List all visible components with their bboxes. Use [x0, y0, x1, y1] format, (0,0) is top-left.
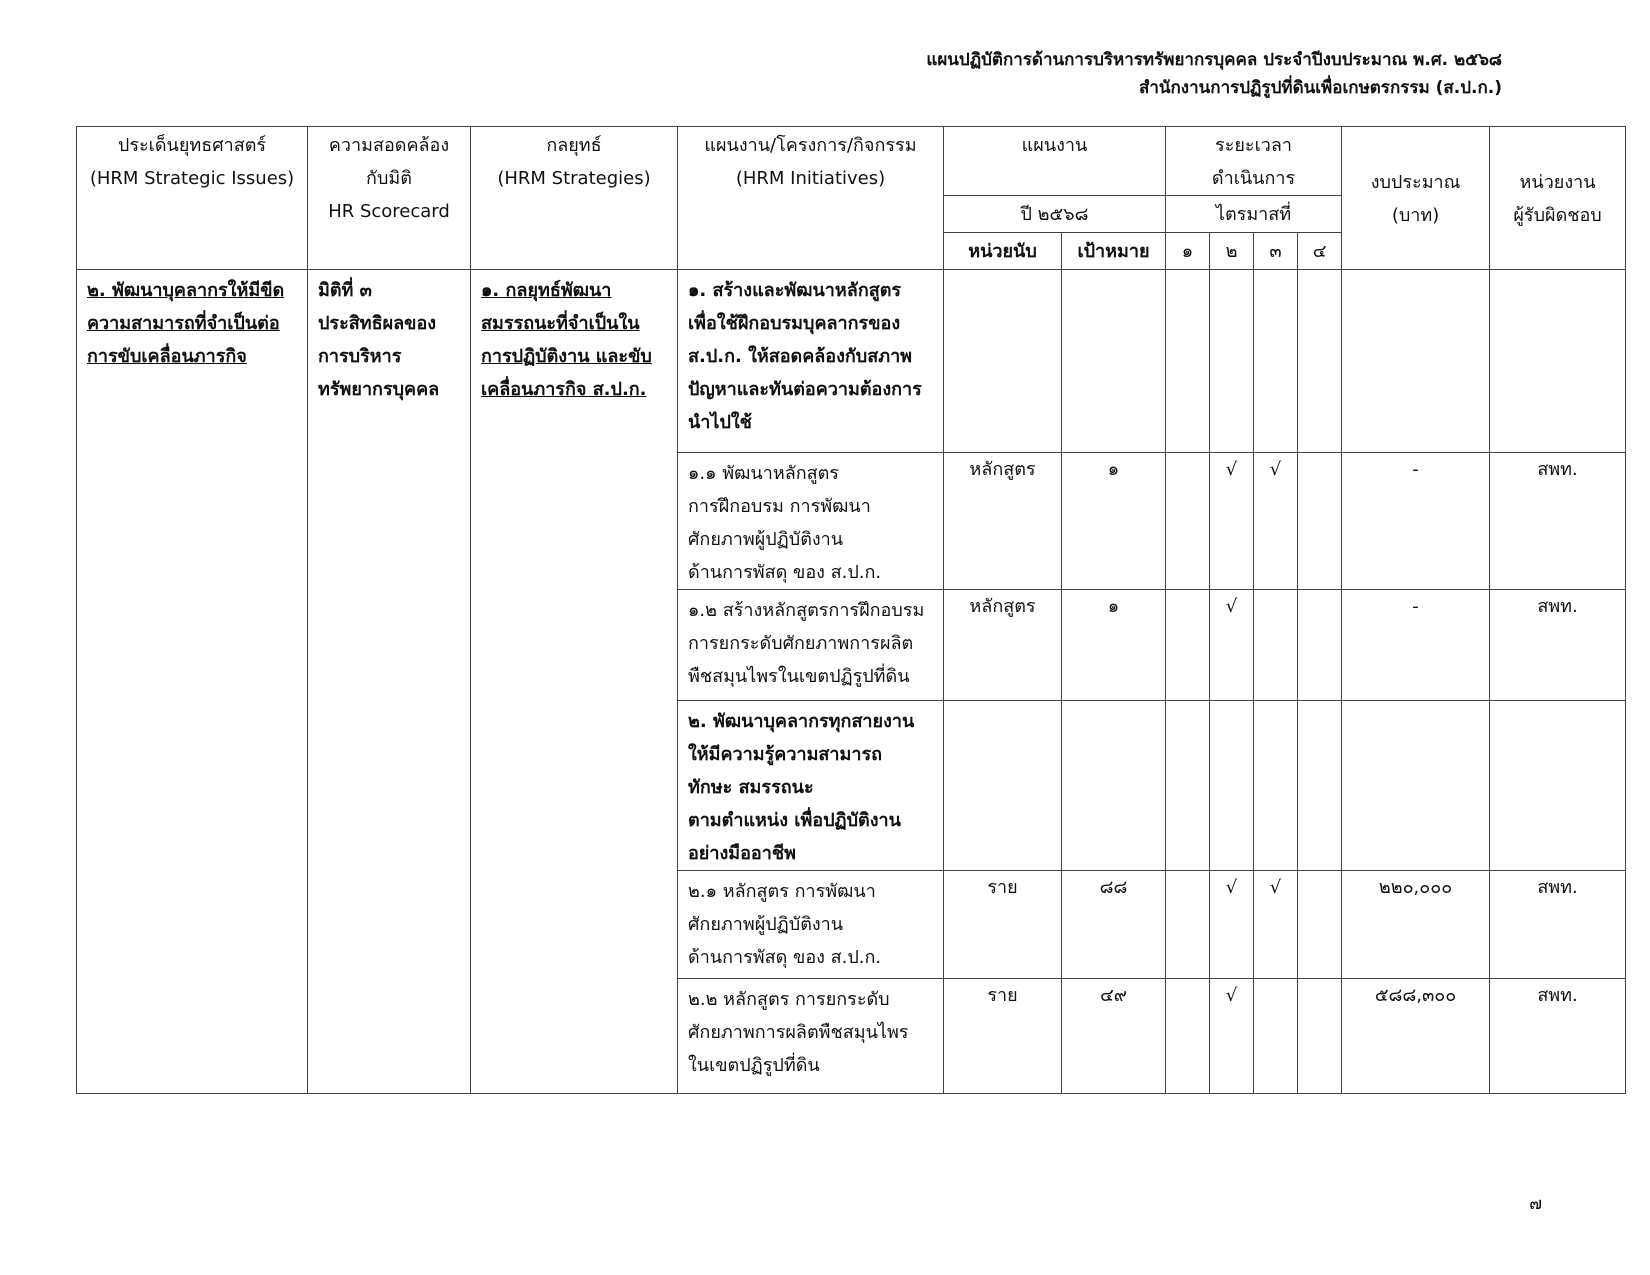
col-header-issues: ประเด็นยุทธศาสตร์ (HRM Strategic Issues): [77, 127, 308, 270]
initiative-cell: ๒. พัฒนาบุคลากรทุกสายงาน ให้มีความรู้ความสามารถ ทักษะ สมรรถนะ ตามตำแหน่ง เพื่อปฏิบัติงาน อย่างมืออาชีพ: [678, 701, 944, 871]
q2-cell: √: [1210, 453, 1254, 590]
col-header-q4: ๔: [1298, 233, 1342, 270]
q4-cell: [1298, 590, 1342, 701]
owner-cell: สพท.: [1490, 590, 1626, 701]
q1-cell: [1166, 270, 1210, 453]
unit-cell: หลักสูตร: [944, 590, 1062, 701]
q3-cell: √: [1254, 871, 1298, 979]
target-cell: ๔๙: [1062, 979, 1166, 1094]
q4-cell: [1298, 871, 1342, 979]
budget-cell: -: [1342, 453, 1490, 590]
target-cell: ๘๘: [1062, 871, 1166, 979]
q1-cell: [1166, 871, 1210, 979]
table-row: [77, 270, 1626, 453]
col-header-unit: หน่วยนับ: [944, 233, 1062, 270]
initiative-cell: ๑. สร้างและพัฒนาหลักสูตร เพื่อใช้ฝึกอบรมบุคลากรของ ส.ป.ก. ให้สอดคล้องกับสภาพ ปัญหาและทันต่อความต้องการ นำไปใช้: [678, 270, 944, 453]
budget-cell: [1342, 701, 1490, 871]
col-header-budget: งบประมาณ (บาท): [1342, 127, 1490, 270]
initiative-cell: ๒.๑ หลักสูตร การพัฒนา ศักยภาพผู้ปฏิบัติงาน ด้านการพัสดุ ของ ส.ป.ก.: [678, 871, 944, 979]
q4-cell: [1298, 270, 1342, 453]
q1-cell: [1166, 701, 1210, 871]
hrm-plan-table: [76, 126, 1626, 1094]
col-header-initiatives: แผนงาน/โครงการ/กิจกรรม (HRM Initiatives): [678, 127, 944, 270]
q2-cell: √: [1210, 590, 1254, 701]
col-header-q1: ๑: [1166, 233, 1210, 270]
owner-cell: สพท.: [1490, 871, 1626, 979]
target-cell: [1062, 701, 1166, 871]
q2-cell: √: [1210, 871, 1254, 979]
col-header-owner: หน่วยงาน ผู้รับผิดชอบ: [1490, 127, 1626, 270]
col-header-plan-year: ปี ๒๕๖๘: [944, 196, 1166, 233]
agency-name: สำนักงานการปฏิรูปที่ดินเพื่อเกษตรกรรม (ส.ป.ก.): [1138, 78, 1502, 98]
unit-cell: ราย: [944, 979, 1062, 1094]
q3-cell: [1254, 270, 1298, 453]
target-cell: [1062, 270, 1166, 453]
initiative-cell: ๒.๒ หลักสูตร การยกระดับ ศักยภาพการผลิตพืชสมุนไพร ในเขตปฏิรูปที่ดิน: [678, 979, 944, 1094]
q1-cell: [1166, 979, 1210, 1094]
unit-cell: หลักสูตร: [944, 453, 1062, 590]
col-header-q3: ๓: [1254, 233, 1298, 270]
target-cell: ๑: [1062, 590, 1166, 701]
owner-cell: สพท.: [1490, 979, 1626, 1094]
budget-cell: [1342, 270, 1490, 453]
q2-cell: [1210, 270, 1254, 453]
col-header-quarter: ไตรมาสที่: [1166, 196, 1342, 233]
scorecard-cell: มิติที่ ๓ ประสิทธิผลของการบริหารทรัพยากรบุคคล: [308, 270, 471, 1094]
unit-cell: ราย: [944, 871, 1062, 979]
owner-cell: [1490, 701, 1626, 871]
strategy-cell: ๑. กลยุทธ์พัฒนาสมรรถนะที่จำเป็นในการปฏิบัติงาน และขับเคลื่อนภารกิจ ส.ป.ก.: [471, 270, 678, 1094]
q3-cell: √: [1254, 453, 1298, 590]
owner-cell: สพท.: [1490, 453, 1626, 590]
col-header-plan: แผนงาน: [944, 127, 1166, 196]
initiative-cell: ๑.๑ พัฒนาหลักสูตร การฝึกอบรม การพัฒนา ศักยภาพผู้ปฏิบัติงาน ด้านการพัสดุ ของ ส.ป.ก.: [678, 453, 944, 590]
q4-cell: [1298, 979, 1342, 1094]
q4-cell: [1298, 453, 1342, 590]
q3-cell: [1254, 701, 1298, 871]
col-header-strategies: กลยุทธ์ (HRM Strategies): [471, 127, 678, 270]
document-title: แผนปฏิบัติการด้านการบริหารทรัพยากรบุคคล ประจำปีงบประมาณ พ.ศ. ๒๕๖๘: [926, 50, 1502, 70]
q3-cell: [1254, 979, 1298, 1094]
col-header-period: ระยะเวลา ดำเนินการ: [1166, 127, 1342, 196]
budget-cell: ๕๘๘,๓๐๐: [1342, 979, 1490, 1094]
q4-cell: [1298, 701, 1342, 871]
col-header-target: เป้าหมาย: [1062, 233, 1166, 270]
initiative-cell: ๑.๒ สร้างหลักสูตรการฝึกอบรม การยกระดับศักยภาพการผลิต พืชสมุนไพรในเขตปฏิรูปที่ดิน: [678, 590, 944, 701]
col-header-scorecard: ความสอดคล้อง กับมิติ HR Scorecard: [308, 127, 471, 270]
target-cell: ๑: [1062, 453, 1166, 590]
owner-cell: [1490, 270, 1626, 453]
q2-cell: [1210, 701, 1254, 871]
col-header-q2: ๒: [1210, 233, 1254, 270]
budget-cell: ๒๒๐,๐๐๐: [1342, 871, 1490, 979]
strategic-issue-cell: ๒. พัฒนาบุคลากรให้มีขีดความสามารถที่จำเป็นต่อการขับเคลื่อนภารกิจ: [77, 270, 308, 1094]
q1-cell: [1166, 453, 1210, 590]
q1-cell: [1166, 590, 1210, 701]
unit-cell: [944, 701, 1062, 871]
page-number: ๗: [1529, 1194, 1542, 1214]
q3-cell: [1254, 590, 1298, 701]
unit-cell: [944, 270, 1062, 453]
budget-cell: -: [1342, 590, 1490, 701]
q2-cell: √: [1210, 979, 1254, 1094]
